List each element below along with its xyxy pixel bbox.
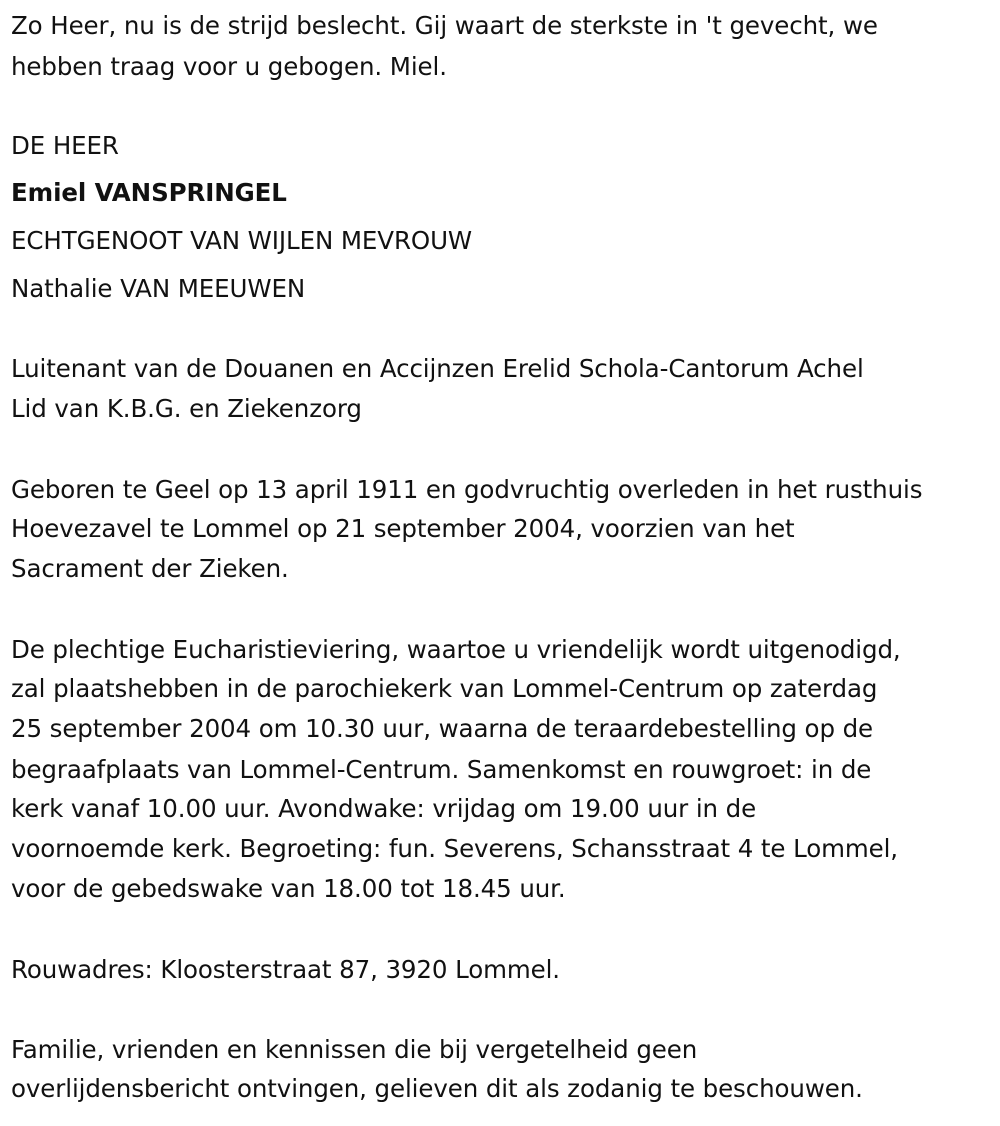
birth-death-line-3: Sacrament der Zieken.	[11, 554, 289, 583]
roles-line-1: Luitenant van de Douanen en Accijnzen Erelid Schola-Cantorum Achel	[11, 354, 864, 383]
address-line: Rouwadres: Kloosterstraat 87, 3920 Lommel.	[11, 955, 560, 984]
motto-line-1: Zo Heer, nu is de strijd beslecht. Gij waart de sterkste in 't gevecht, we	[11, 11, 878, 40]
spouse-name: Nathalie VAN MEEUWEN	[11, 274, 306, 303]
motto-line-2: hebben traag voor u gebogen. Miel.	[11, 52, 447, 81]
closing-line-1: Familie, vrienden en kennissen die bij vergetelheid geen	[11, 1035, 698, 1064]
roles-line-2: Lid van K.B.G. en Ziekenzorg	[11, 394, 362, 423]
closing-line-2: overlijdensbericht ontvingen, gelieven dit als zodanig te beschouwen.	[11, 1074, 863, 1103]
deceased-name: Emiel VANSPRINGEL	[11, 178, 287, 207]
ceremony-line-5: kerk vanaf 10.00 uur. Avondwake: vrijdag om 19.00 uur in de	[11, 794, 757, 823]
deceased-title: DE HEER	[11, 131, 119, 160]
ceremony-line-1: De plechtige Eucharistieviering, waartoe u vriendelijk wordt uitgenodigd,	[11, 635, 901, 664]
deceased-relation: ECHTGENOOT VAN WIJLEN MEVROUW	[11, 226, 473, 255]
birth-death-line-1: Geboren te Geel op 13 april 1911 en godvruchtig overleden in het rusthuis	[11, 475, 923, 504]
ceremony-line-3: 25 september 2004 om 10.30 uur, waarna de teraardebestelling op de	[11, 714, 874, 743]
birth-death-line-2: Hoevezavel te Lommel op 21 september 2004, voorzien van het	[11, 514, 795, 543]
ceremony-line-4: begraafplaats van Lommel-Centrum. Samenkomst en rouwgroet: in de	[11, 755, 872, 784]
ceremony-line-2: zal plaatshebben in de parochiekerk van Lommel-Centrum op zaterdag	[11, 674, 878, 703]
ceremony-line-6: voornoemde kerk. Begroeting: fun. Severens, Schansstraat 4 te Lommel,	[11, 834, 898, 863]
ceremony-line-7: voor de gebedswake van 18.00 tot 18.45 uur.	[11, 874, 566, 903]
